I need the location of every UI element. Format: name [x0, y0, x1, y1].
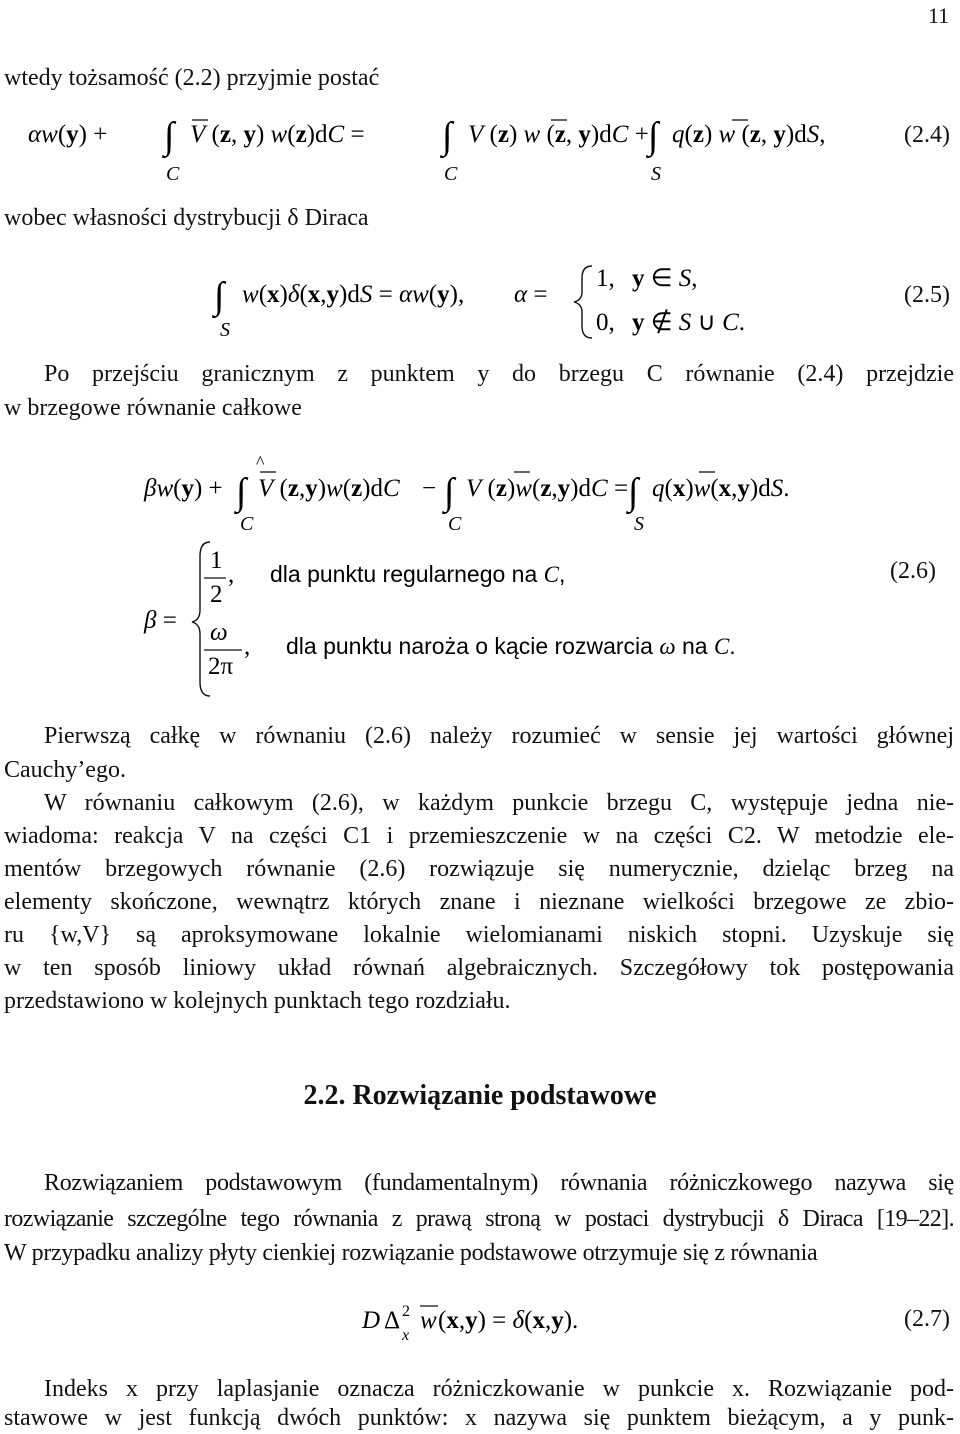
text-line: Indeks x przy laplasjanie oznacza różniczkowanie w punkcie x. Rozwiązanie pod-	[44, 1376, 954, 1402]
svg-text:q(x)w(x,y)dS.: q(x)w(x,y)dS.	[652, 475, 790, 502]
svg-text:2: 2	[210, 581, 223, 608]
equation-number: (2.4)	[904, 122, 950, 148]
text-line: w brzegowe równanie całkowe	[4, 395, 302, 421]
svg-text:,: ,	[228, 561, 235, 588]
text-line: wtedy tożsamość (2.2) przyjmie postać	[4, 65, 380, 91]
text-line: Cauchy’ego.	[4, 757, 126, 783]
svg-text:C: C	[240, 513, 254, 535]
equation-2-6	[130, 450, 960, 710]
svg-text:C: C	[444, 163, 458, 184]
section-heading: 2.2. Rozwiązanie podstawowe	[303, 1080, 657, 1111]
svg-text:α =: α =	[514, 281, 548, 308]
svg-text:w(x)δ(x,y)dS = αw(y),: w(x)δ(x,y)dS = αw(y),	[242, 281, 465, 308]
svg-text:0,: 0,	[596, 309, 615, 336]
text-line: rozwiązanie szczególne tego równania z prawą stroną w postaci dystrybucji δ Diraca [19–22].	[4, 1206, 954, 1232]
svg-text:∫: ∫	[444, 471, 455, 513]
svg-text:S: S	[634, 513, 644, 535]
text-line: elementy skończone, wewnątrz których znane i nieznane wielkości brzegowe ze zbio-	[4, 889, 954, 915]
svg-text:∫: ∫	[628, 471, 639, 513]
svg-text:1,: 1,	[596, 265, 615, 292]
svg-text:∫: ∫	[214, 275, 225, 317]
equation-number: (2.5)	[904, 282, 950, 308]
svg-text:∫: ∫	[442, 115, 453, 157]
text-line: Pierwszą całkę w równaniu (2.6) należy rozumieć w sensie jej wartości głównej	[44, 723, 954, 749]
svg-text:V (z,y)w(z)dC: V (z,y)w(z)dC	[258, 475, 400, 502]
text-line: ru {w,V} są aproksymowane lokalnie wielomianami niskich stopni. Uzyskuje się	[4, 922, 954, 948]
svg-text:V (z, y) w(z)dC =: V (z, y) w(z)dC =	[190, 121, 365, 148]
svg-text:V (z) w (z, y)dC +: V (z) w (z, y)dC +	[468, 121, 649, 148]
text-line: stawowe w jest funkcją dwóch punktów: x nazywa się punktem bieżącym, a y punk-	[4, 1405, 954, 1431]
svg-text:Δ: Δ	[384, 1307, 401, 1334]
svg-text:2π: 2π	[208, 653, 234, 680]
svg-text:2: 2	[402, 1303, 410, 1320]
svg-text:w: w	[420, 1307, 437, 1334]
equation-2-7	[340, 1290, 960, 1350]
svg-text:,: ,	[244, 633, 251, 660]
svg-text:dla punktu regularnego na C,: dla punktu regularnego na C,	[270, 561, 566, 587]
svg-text:S: S	[220, 319, 230, 341]
svg-text:1: 1	[210, 547, 223, 574]
svg-text:∫: ∫	[648, 115, 659, 157]
svg-text:D: D	[362, 1307, 381, 1334]
equation-2-7-render	[340, 1290, 780, 1350]
text-line: wobec własności dystrybucji δ Diraca	[4, 205, 369, 231]
svg-text:S: S	[651, 163, 661, 184]
svg-text:C: C	[448, 513, 462, 535]
text-line: W równaniu całkowym (2.6), w każdym punkcie brzegu C, występuje jedna nie-	[44, 790, 954, 816]
equation-2-6-render	[130, 450, 960, 710]
text-line: przedstawiono w kolejnych punktach tego rozdziału.	[4, 988, 511, 1014]
page-number: 11	[928, 3, 950, 28]
text-line: wiadoma: reakcja V na części C1 i przemieszczenie w na części C2. W metodzie ele-	[4, 823, 954, 849]
equation-number: (2.6)	[890, 558, 936, 584]
svg-text:ω: ω	[210, 619, 228, 646]
equation-2-4	[20, 104, 960, 184]
svg-text:−: −	[422, 475, 437, 502]
svg-text:y ∉ S ∪ C.: y ∉ S ∪ C.	[632, 309, 746, 336]
svg-text:^: ^	[256, 452, 265, 472]
text-line: Rozwiązaniem podstawowym (fundamentalnym) równania różniczkowego nazywa się	[44, 1170, 954, 1196]
text-line: mentów brzegowych równanie (2.6) rozwiązuje się numerycznie, dzieląc brzeg na	[4, 856, 954, 882]
svg-text:C: C	[166, 163, 180, 184]
svg-text:x: x	[402, 1327, 410, 1344]
text-line: w ten sposób liniowy układ równań algebraicznych. Szczegółowy tok postępowania	[4, 955, 954, 981]
svg-text:∫: ∫	[164, 115, 175, 157]
svg-text:βw(y) +: βw(y) +	[144, 475, 223, 502]
text-line: W przypadku analizy płyty cienkiej rozwiązanie podstawowe otrzymuje się z równania	[4, 1240, 818, 1266]
svg-text:V (z)w(z,y)dC =: V (z)w(z,y)dC =	[466, 475, 629, 502]
svg-text:y ∈ S,: y ∈ S,	[632, 265, 698, 292]
svg-text:dla punktu naroża o kącie rozw: dla punktu naroża o kącie rozwarcia ω na C.	[286, 633, 736, 659]
svg-text:αw(y) +: αw(y) +	[28, 121, 108, 148]
equation-number: (2.7)	[904, 1306, 950, 1332]
svg-text:q(z) w (z, y)dS,: q(z) w (z, y)dS,	[672, 121, 826, 148]
equation-2-4-render	[20, 104, 960, 184]
equation-2-5-render	[200, 256, 760, 346]
svg-text:β =: β =	[144, 607, 177, 634]
svg-text:(x,y) = δ(x,y).: (x,y) = δ(x,y).	[438, 1307, 579, 1334]
svg-text:∫: ∫	[236, 471, 247, 513]
equation-2-5	[200, 256, 960, 346]
text-line: Po przejściu granicznym z punktem y do brzegu C równanie (2.4) przejdzie	[44, 361, 954, 387]
